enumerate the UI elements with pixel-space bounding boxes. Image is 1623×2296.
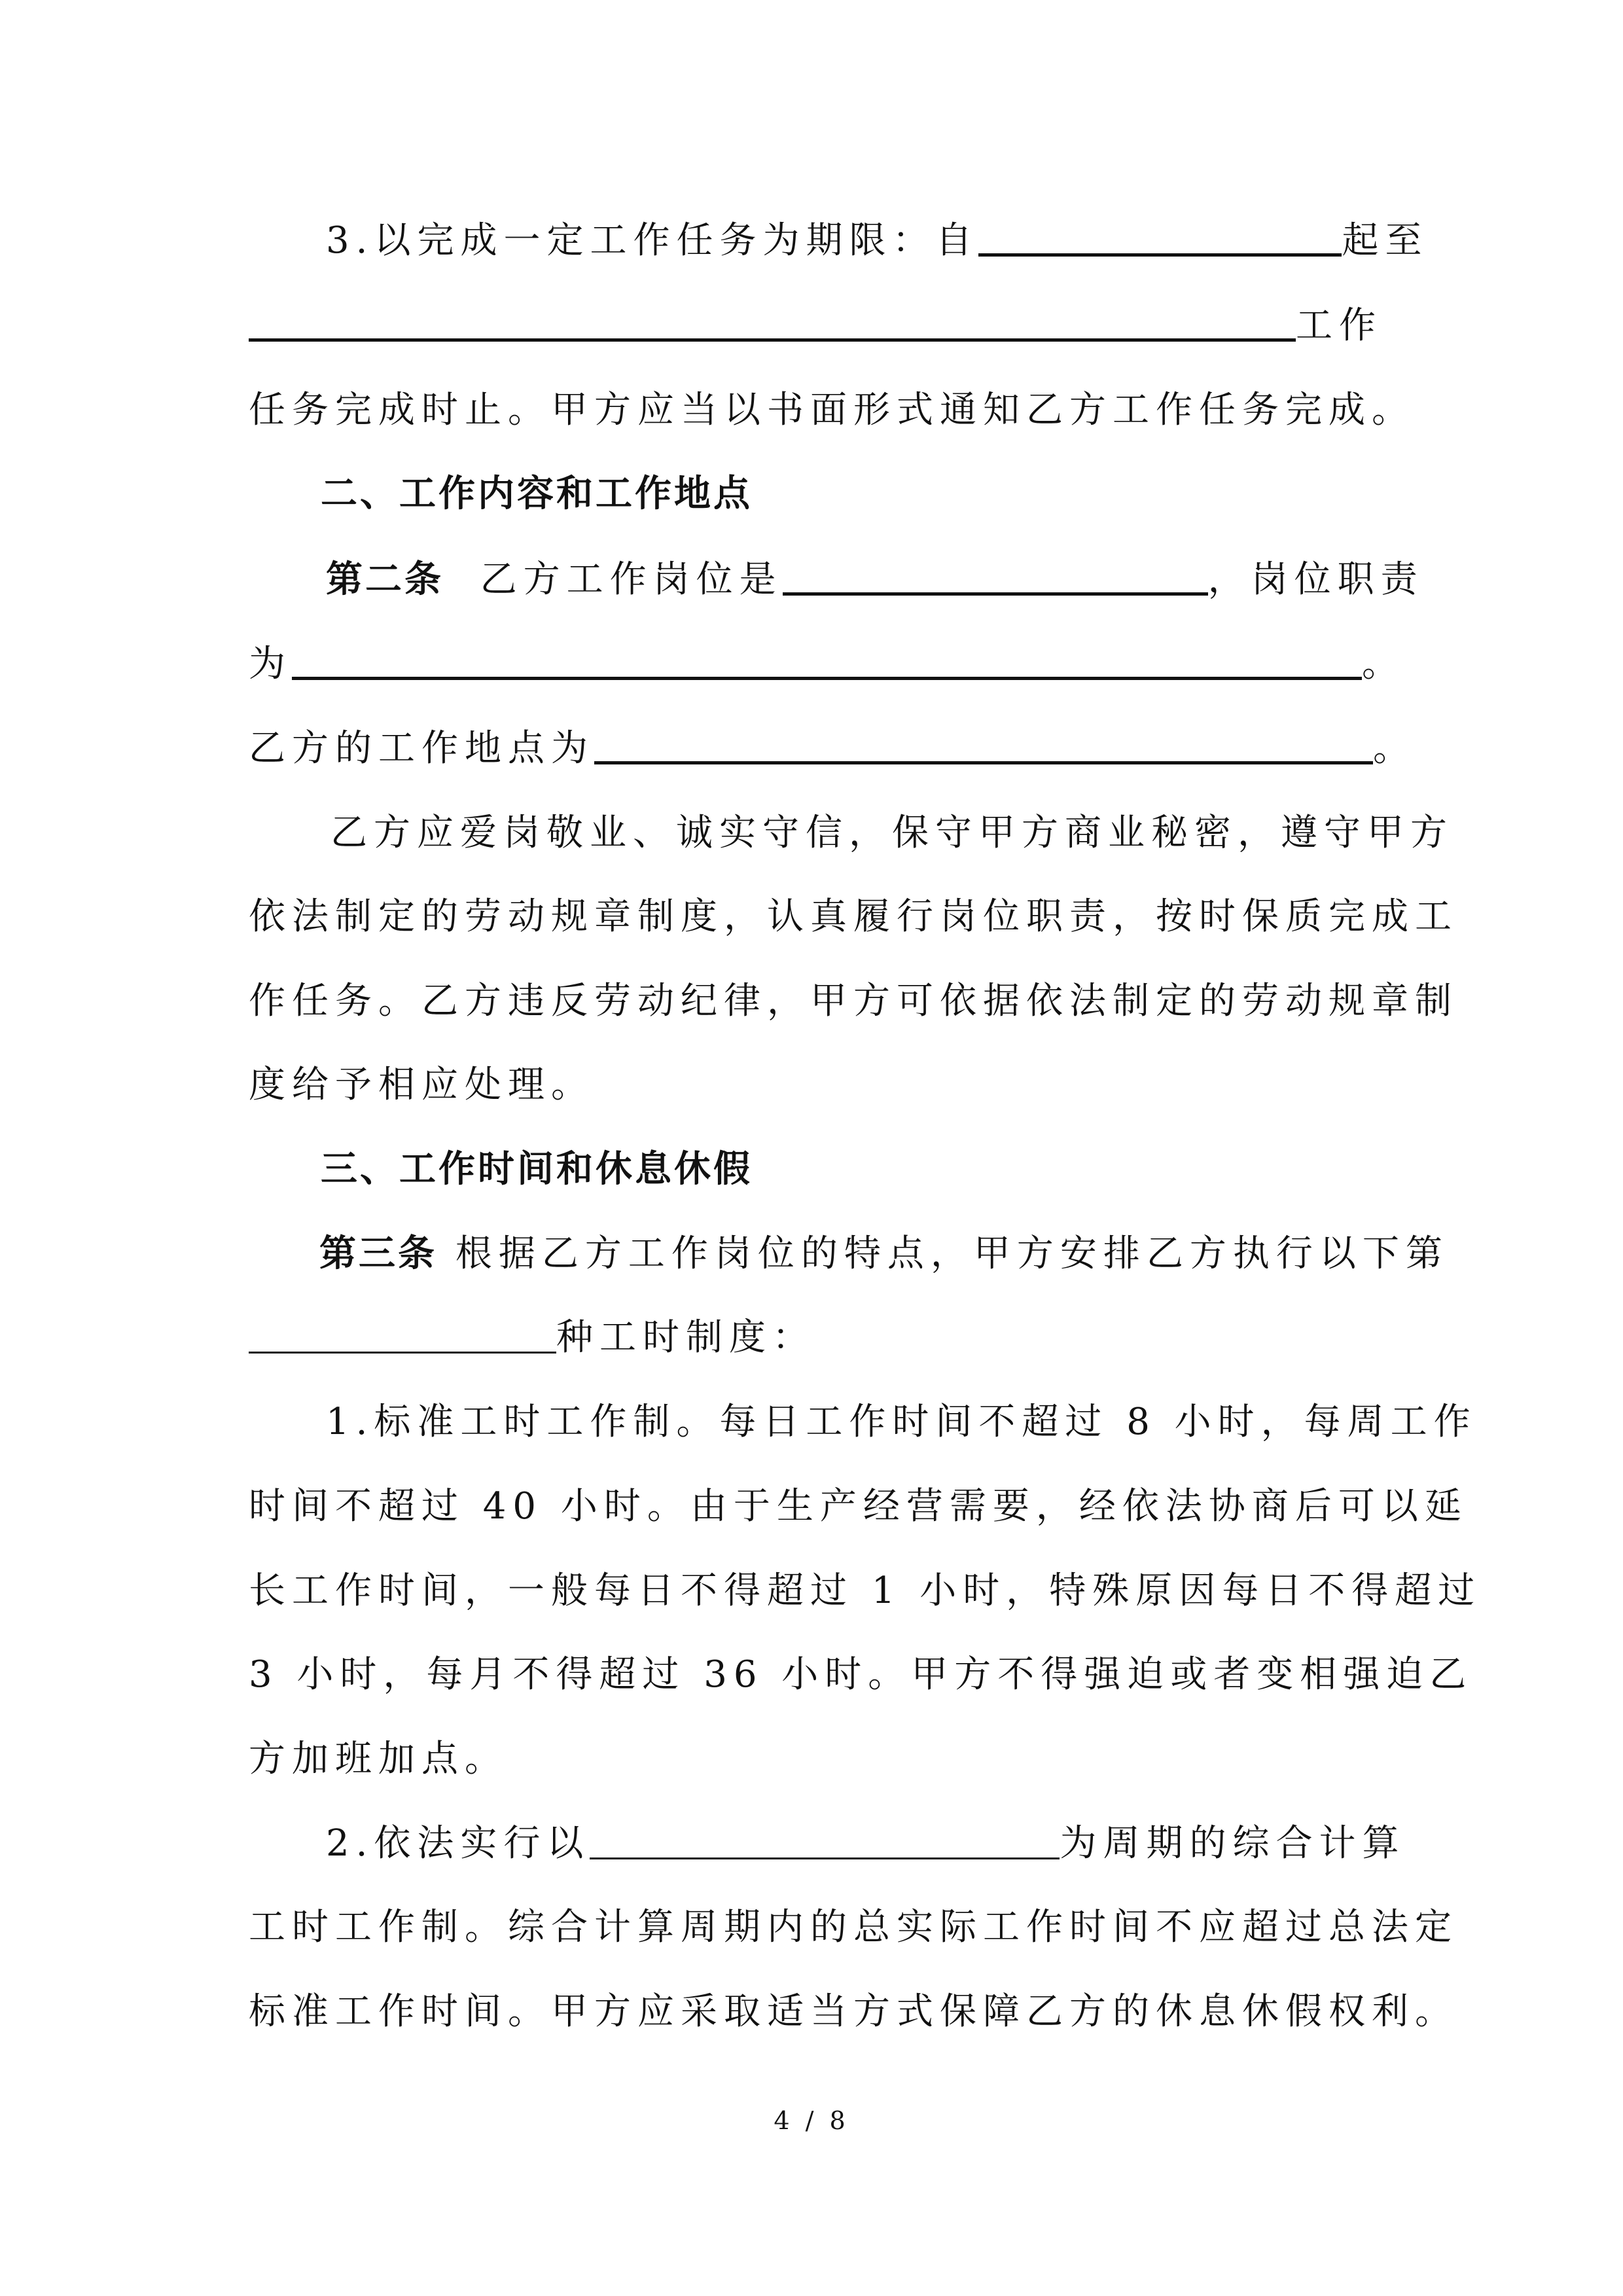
duties-prefix: 为 bbox=[249, 643, 292, 685]
location-lead: 乙方的工作地点为 bbox=[249, 727, 594, 770]
item3-lead: 以完成一定工作任务为期限：自 bbox=[374, 219, 979, 262]
item2-line: 标准工作时间。甲方应采取适当方式保障乙方的休息休假权利。 bbox=[249, 1990, 1458, 2033]
section3-heading: 三、工作时间和休息休假 bbox=[321, 1148, 753, 1191]
duties-label: ，岗位职责 bbox=[1207, 558, 1424, 601]
section2-para-line: 度给予相应处理。 bbox=[249, 1064, 594, 1106]
item1-line: 3 小时，每月不得超过 36 小时。甲方不得强迫或者变相强迫乙 bbox=[249, 1653, 1473, 1696]
item3-line1 bbox=[326, 215, 1428, 267]
item2-after: 为周期的综合计算 bbox=[1060, 1822, 1406, 1865]
article2-line2 bbox=[249, 638, 1405, 691]
article3-line1 bbox=[319, 1228, 1449, 1280]
location-end: 。 bbox=[1373, 727, 1416, 770]
article3-text: 根据乙方工作岗位的特点，甲方安排乙方执行以下第 bbox=[455, 1232, 1449, 1275]
item1-line: 方加班加点。 bbox=[249, 1738, 508, 1780]
item3-line3: 任务完成时止。甲方应当以书面形式通知乙方工作任务完成。 bbox=[249, 389, 1415, 431]
section2-para-line: 乙方应爱岗敬业、诚实守信，保守甲方商业秘密，遵守甲方 bbox=[330, 812, 1454, 854]
section2-para-line: 依法制定的劳动规章制度，认真履行岗位职责，按时保质完成工 bbox=[249, 895, 1458, 938]
article2-line1 bbox=[326, 554, 1424, 606]
location-line bbox=[249, 723, 1416, 775]
duties-blank[interactable] bbox=[292, 640, 1362, 680]
article3-line2 bbox=[249, 1312, 815, 1364]
section2-heading: 二、工作内容和工作地点 bbox=[321, 473, 753, 515]
end-condition-blank[interactable] bbox=[249, 302, 1296, 342]
cycle-blank[interactable] bbox=[590, 1821, 1060, 1859]
duties-end: 。 bbox=[1362, 643, 1405, 685]
item2-line1 bbox=[326, 1818, 1405, 1870]
item2-lead: 2.依法实行以 bbox=[326, 1822, 590, 1865]
work-hour-system-blank[interactable] bbox=[249, 1315, 556, 1354]
item1-line: 长工作时间，一般每日不得超过 1 小时，特殊原因每日不得超过 bbox=[249, 1570, 1482, 1612]
section2-para-line: 作任务。乙方违反劳动纪律，甲方可依据依法制定的劳动规章制 bbox=[249, 980, 1458, 1022]
article2-label: 第二条 bbox=[326, 558, 444, 601]
location-blank[interactable] bbox=[594, 725, 1373, 764]
item3-tail-end: 工作 bbox=[1296, 304, 1382, 347]
item3-number: 3. bbox=[326, 219, 374, 262]
item2-line: 工时工作制。综合计算周期内的总实际工作时间不应超过总法定 bbox=[249, 1906, 1458, 1948]
article3-tail: 种工时制度： bbox=[556, 1316, 815, 1359]
position-blank[interactable] bbox=[783, 556, 1208, 596]
item3-line2 bbox=[249, 300, 1382, 352]
item1-line: 1.标准工时工作制。每日工作时间不超过 8 小时，每周工作 bbox=[326, 1401, 1477, 1443]
start-date-blank[interactable] bbox=[978, 217, 1342, 257]
item1-line: 时间不超过 40 小时。由于生产经营需要，经依法协商后可以延 bbox=[249, 1485, 1468, 1528]
item3-mid: 起至 bbox=[1342, 219, 1429, 262]
article3-label: 第三条 bbox=[319, 1232, 437, 1275]
article2-lead: 乙方工作岗位是 bbox=[480, 558, 783, 601]
page-number: 4 / 8 bbox=[774, 2106, 849, 2135]
